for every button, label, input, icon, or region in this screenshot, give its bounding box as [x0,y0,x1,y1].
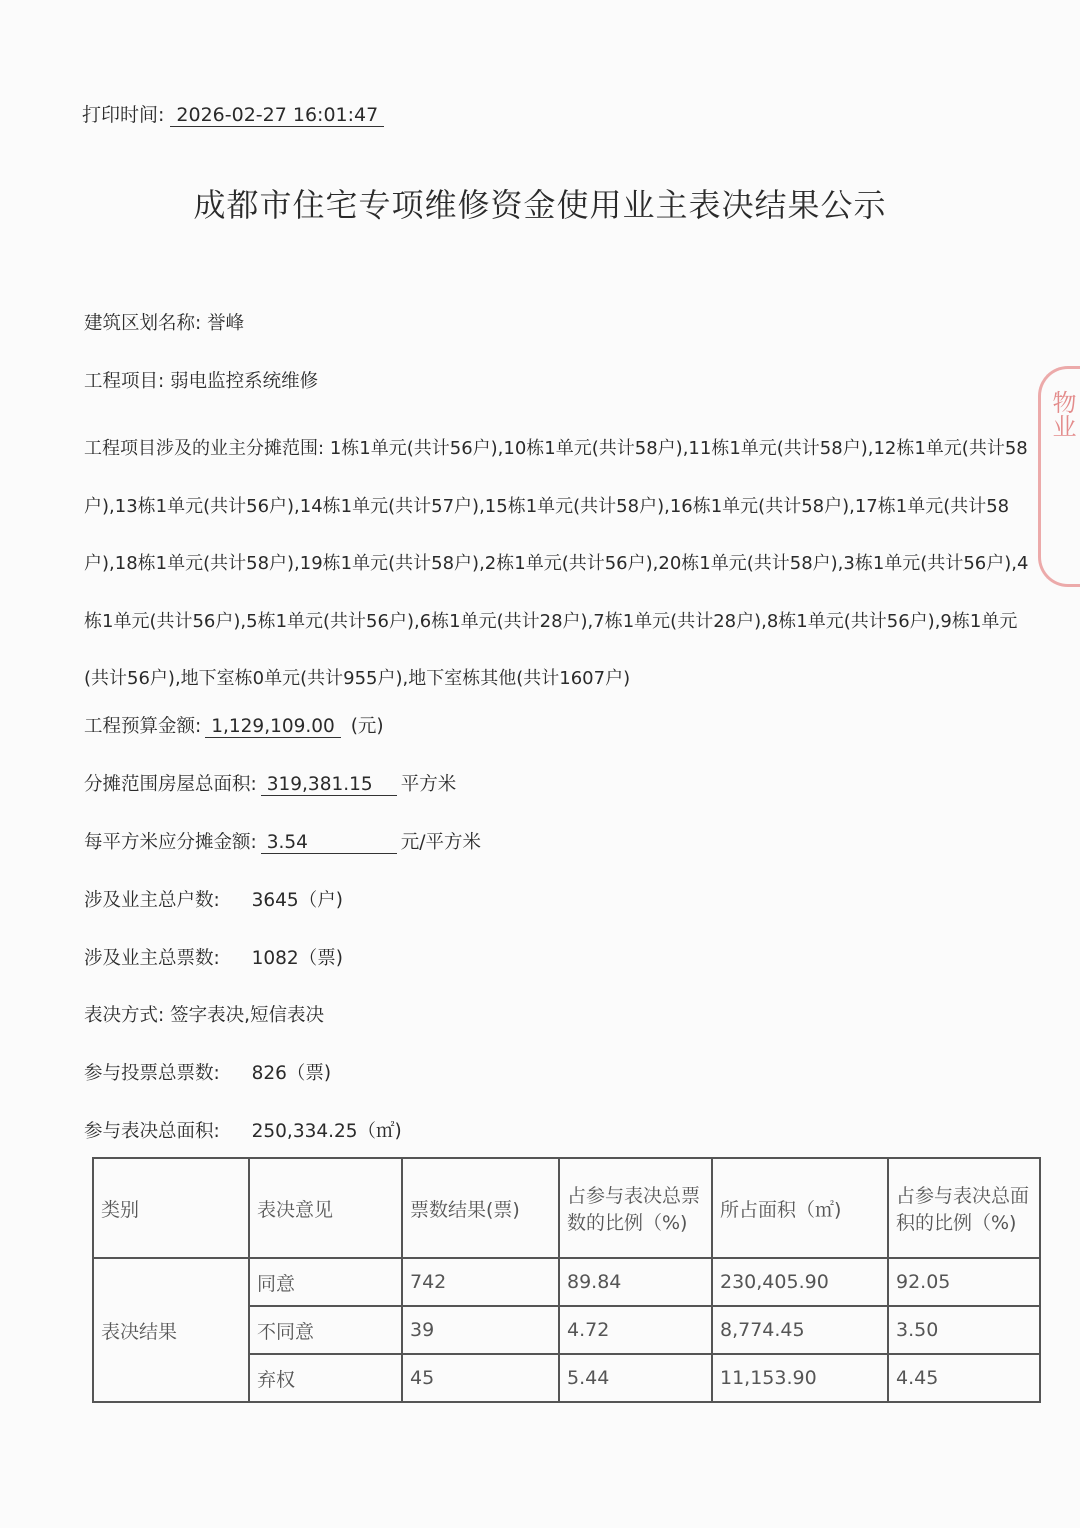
cast-area-line [84,1117,402,1143]
votes-label: 涉及业主总票数: [84,948,220,969]
households-label: 涉及业主总户数: [84,890,220,911]
households-line [84,886,343,912]
table-header-cell: 占参与表决总面积的比例（%) [888,1158,1040,1258]
table-header-cell: 票数结果(票) [402,1158,559,1258]
cast-area-value: 250,334.25（㎡) [251,1121,402,1142]
cast-label: 参与投票总票数: [84,1063,220,1084]
method-value: 签字表决,短信表决 [170,1005,325,1026]
division-line [84,309,244,335]
votes-value: 1082（票) [251,948,343,969]
scope-paragraph [84,420,1029,708]
scope-value: 1栋1单元(共计56户),10栋1单元(共计58户),11栋1单元(共计58户),12栋1单元(共计58户),13栋1单元(共计56户),14栋1单元(共计57户),15栋1单元(共计58户),16栋1单元(共计58户),17栋1单元(共计58户),18栋1单元(共计58户),19栋1单元(共计58户),2栋1单元(共计56户),20栋1单元(共计58户),3栋1单元(共计56户),4栋1单元(共计56户),5栋1单元(共计56户),6栋1单元(共计28户),7栋1单元(共计28户),8栋1单元(共计56户),9栋1单元(共计56户),地下室栋0单元(共计955户),地下室栋其他(共计1607户) [84,438,1029,689]
table-cell: 5.44 [559,1354,712,1402]
print-time-value: 2026-02-27 16:01:47 [170,104,384,127]
budget-unit: (元) [350,716,384,737]
table-cell: 8,774.45 [712,1306,888,1354]
table-header-cell: 占参与表决总票数的比例（%) [559,1158,712,1258]
seal-stamp-text: 物业 [1048,390,1076,438]
print-time-label: 打印时间: [82,104,165,126]
division-label: 建筑区划名称: [84,313,202,334]
per-sqm-label: 每平方米应分摊金额: [84,832,257,853]
print-time [82,100,384,127]
scope-label: 工程项目涉及的业主分摊范围: [84,438,325,459]
table-header-row [93,1158,1040,1258]
table-cell: 11,153.90 [712,1354,888,1402]
table-cell: 39 [402,1306,559,1354]
division-value: 誉峰 [207,313,245,334]
table-header-cell: 所占面积（㎡) [712,1158,888,1258]
per-sqm-value: 3.54 [261,832,397,854]
table-cell: 弃权 [249,1354,402,1402]
cast-area-label: 参与表决总面积: [84,1121,220,1142]
table-cell: 同意 [249,1258,402,1306]
per-sqm-unit: 元/平方米 [400,832,481,853]
table-cell: 4.72 [559,1306,712,1354]
table-header-cell: 表决意见 [249,1158,402,1258]
result-table [92,1157,1041,1403]
households-value: 3645（户) [251,890,343,911]
table-cell: 不同意 [249,1306,402,1354]
method-label: 表决方式: [84,1005,165,1026]
cast-value: 826（票) [251,1063,332,1084]
area-unit: 平方米 [400,774,457,795]
table-header-cell: 类别 [93,1158,249,1258]
group-label-cell: 表决结果 [93,1258,249,1402]
area-label: 分摊范围房屋总面积: [84,774,257,795]
method-line [84,1001,324,1027]
project-value: 弱电监控系统维修 [170,371,319,392]
table-cell: 3.50 [888,1306,1040,1354]
votes-line [84,944,343,970]
table-row [93,1258,1040,1306]
table-cell: 230,405.90 [712,1258,888,1306]
area-line [84,770,456,796]
table-cell: 742 [402,1258,559,1306]
budget-value: 1,129,109.00 [205,716,341,738]
table-cell: 92.05 [888,1258,1040,1306]
table-cell: 45 [402,1354,559,1402]
project-line [84,367,318,393]
cast-line [84,1059,331,1085]
budget-line [84,712,384,738]
table-cell: 4.45 [888,1354,1040,1402]
area-value: 319,381.15 [261,774,397,796]
page-title: 成都市住宅专项维修资金使用业主表决结果公示 [193,186,887,224]
table-cell: 89.84 [559,1258,712,1306]
project-label: 工程项目: [84,371,165,392]
per-sqm-line [84,828,481,854]
budget-label: 工程预算金额: [84,716,202,737]
